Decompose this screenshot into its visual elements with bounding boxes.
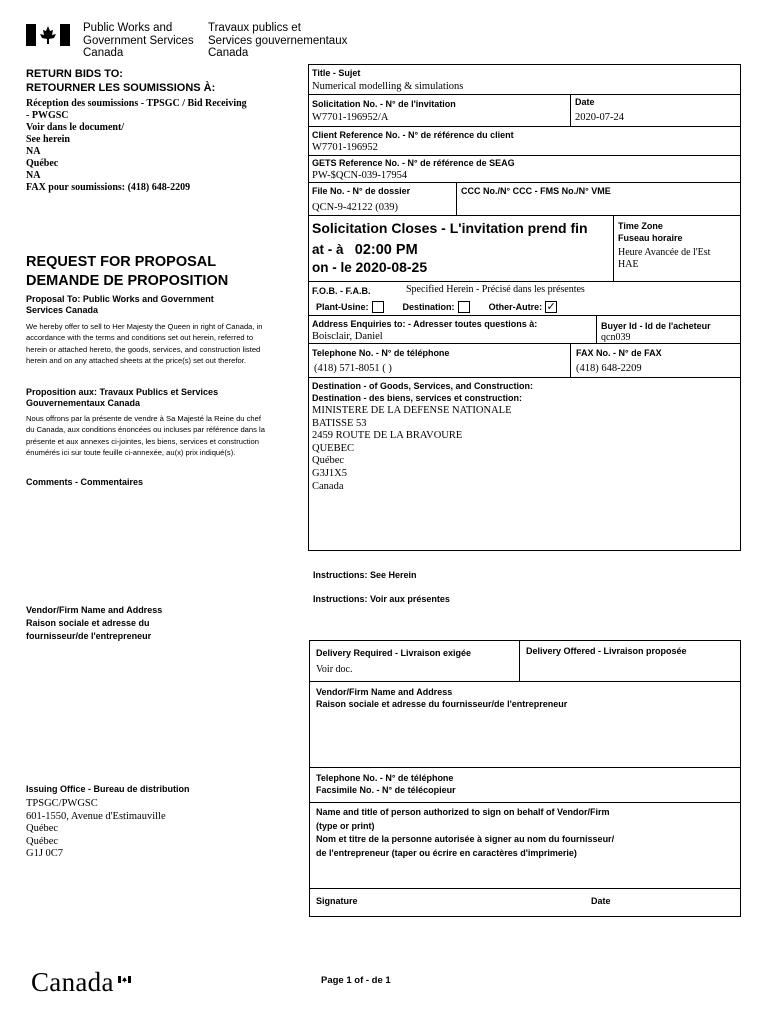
fob-label: F.O.B. - F.A.B. bbox=[312, 286, 371, 296]
buyer-id-label: Buyer Id - Id de l'acheteur bbox=[601, 321, 711, 331]
gets-reference-label: GETS Reference No. - N° de référence de SEAG bbox=[312, 158, 515, 168]
destination-goods-address: MINISTERE DE LA DEFENSE NATIONALE BATISSE 53 2459 ROUTE DE LA BRAVOURE QUEBEC Québec G3J1X5 Canada bbox=[312, 405, 512, 492]
department-name-en: Public Works and Government Services Canada bbox=[83, 22, 194, 59]
date-value: 2020-07-24 bbox=[575, 112, 624, 123]
vendor-firm-label-left: Vendor/Firm Name and Address Raison sociale et adresse du fournisseur/de l'entrepreneur bbox=[26, 605, 163, 641]
client-reference-value: W7701-196952 bbox=[312, 142, 378, 153]
file-no-label: File No. - N° de dossier bbox=[312, 186, 411, 196]
return-bids-heading: RETURN BIDS TO: RETOURNER LES SOUMISSIONS À: bbox=[26, 68, 216, 94]
proposal-to-heading: Proposal To: Public Works and Government Services Canada bbox=[26, 294, 214, 315]
plant-usine-checkbox[interactable] bbox=[372, 301, 384, 313]
gets-reference-value: PW-$QCN-039-17954 bbox=[312, 170, 408, 181]
delivery-required-value: Voir doc. bbox=[316, 664, 353, 675]
return-bids-address: Réception des soumissions - TPSGC / Bid Receiving - PWGSC Voir dans le document/ See herein NA Québec NA FAX pour soumissions: (418) 648-2209 bbox=[26, 98, 247, 193]
phone-fax-label: Telephone No. - N° de téléphone Facsimile No. - N° de télécopieur bbox=[316, 773, 456, 795]
fax-value: (418) 648-2209 bbox=[576, 363, 642, 374]
destination-checkbox[interactable] bbox=[458, 301, 470, 313]
time-zone-value: Heure Avancée de l'Est HAE bbox=[618, 247, 711, 270]
ccc-no-label: CCC No./N° CCC - FMS No./N° VME bbox=[461, 186, 611, 196]
delivery-required-label: Delivery Required - Livraison exigée bbox=[316, 648, 472, 658]
file-no-value: QCN-9-42122 (039) bbox=[312, 202, 399, 213]
telephone-value: (418) 571-8051 ( ) bbox=[314, 363, 392, 374]
solicitation-closes-title: Solicitation Closes - L'invitation prend fin bbox=[312, 220, 588, 236]
address-enquiries-value: Boisclair, Daniel bbox=[312, 331, 383, 342]
other-autre-label: Other-Autre: bbox=[488, 302, 543, 312]
page-number: Page 1 of - de 1 bbox=[321, 975, 391, 986]
at-label: at - à bbox=[312, 242, 344, 257]
proposition-heading: Proposition aux: Travaux Publics et Services Gouvernementaux Canada bbox=[26, 387, 219, 408]
department-name-fr: Travaux publics et Services gouvernementaux Canada bbox=[208, 22, 348, 59]
fob-checkboxes bbox=[316, 300, 557, 314]
proposition-text: Nous offrons par la présente de vendre à Sa Majesté la Reine du chef du Canada, aux conditions énoncées ou incluses par référence dans la présente et aux annexes ci-jointes, les biens, services et construction énumérés ici sur toute feuille ci-annexée, au(x) prix indiqué(s). bbox=[26, 414, 265, 458]
telephone-label: Telephone No. - N° de téléphone bbox=[312, 348, 450, 358]
plant-usine-label: Plant-Usine: bbox=[316, 302, 369, 312]
time-zone-label: Time Zone Fuseau horaire bbox=[618, 221, 683, 243]
address-enquiries-label: Address Enquiries to: - Adresser toutes questions à: bbox=[312, 319, 538, 329]
check-mark-icon: ✓ bbox=[546, 300, 556, 313]
solicitation-no-value: W7701-196952/A bbox=[312, 112, 389, 123]
solicitation-no-label: Solicitation No. - N° de l'invitation bbox=[312, 99, 456, 109]
issuing-office-address: TPSGC/PWGSC 601-1550, Avenue d'Estimauville Québec Québec G1J 0C7 bbox=[26, 798, 166, 859]
wordmark-flag-icon bbox=[118, 970, 131, 977]
fob-value: Specified Herein - Précisé dans les présentes bbox=[406, 284, 585, 295]
closing-date bbox=[312, 259, 427, 276]
date-label: Date bbox=[575, 97, 595, 107]
destination-goods-label: Destination - of Goods, Services, and Construction: Destination - des biens, services et construction: bbox=[312, 381, 534, 403]
closing-time bbox=[312, 241, 418, 259]
signature-label: Signature bbox=[316, 896, 358, 906]
closing-time-value: 02:00 PM bbox=[354, 242, 418, 258]
proposal-to-text: We hereby offer to sell to Her Majesty the Queen in right of Canada, in accordance with the terms and conditions set out herein, referred to herein or attached hereto, the goods, services, and construction listed herein and on any attached sheets at the price(s) set out therefor. bbox=[26, 322, 263, 366]
vendor-firm-label: Vendor/Firm Name and Address Raison sociale et adresse du fournisseur/de l'entrepreneur bbox=[316, 687, 568, 709]
delivery-offered-label: Delivery Offered - Livraison proposée bbox=[526, 646, 687, 656]
authorized-signer-label: Name and title of person authorized to sign on behalf of Vendor/Firm (type or print) Nom et titre de la personne autorisée à signer au nom du fournisseur/ de l'entrepreneur (taper ou écrire en caractères d'imprimerie) bbox=[316, 807, 615, 858]
destination-label: Destination: bbox=[402, 302, 455, 312]
fax-label: FAX No. - N° de FAX bbox=[576, 348, 662, 358]
instructions-fr: Instructions: Voir aux présentes bbox=[313, 594, 450, 604]
title-value: Numerical modelling & simulations bbox=[312, 81, 464, 92]
other-autre-checkbox[interactable] bbox=[545, 301, 557, 313]
comments-label: Comments - Commentaires bbox=[26, 477, 144, 487]
signature-date-label: Date bbox=[591, 896, 611, 906]
buyer-id-value: qcn039 bbox=[601, 333, 631, 342]
title-label: Title - Sujet bbox=[312, 68, 361, 78]
instructions-en: Instructions: See Herein bbox=[313, 570, 417, 580]
canada-flag-logo bbox=[26, 24, 70, 46]
issuing-office-label: Issuing Office - Bureau de distribution bbox=[26, 784, 190, 794]
client-reference-label: Client Reference No. - N° de référence du client bbox=[312, 130, 514, 140]
rfp-title: REQUEST FOR PROPOSAL DEMANDE DE PROPOSITION bbox=[26, 254, 229, 289]
maple-leaf-icon bbox=[26, 24, 70, 46]
on-label: on - le bbox=[312, 260, 352, 275]
canada-wordmark: Canada bbox=[31, 967, 114, 997]
closing-date-value: 2020-08-25 bbox=[355, 259, 428, 275]
